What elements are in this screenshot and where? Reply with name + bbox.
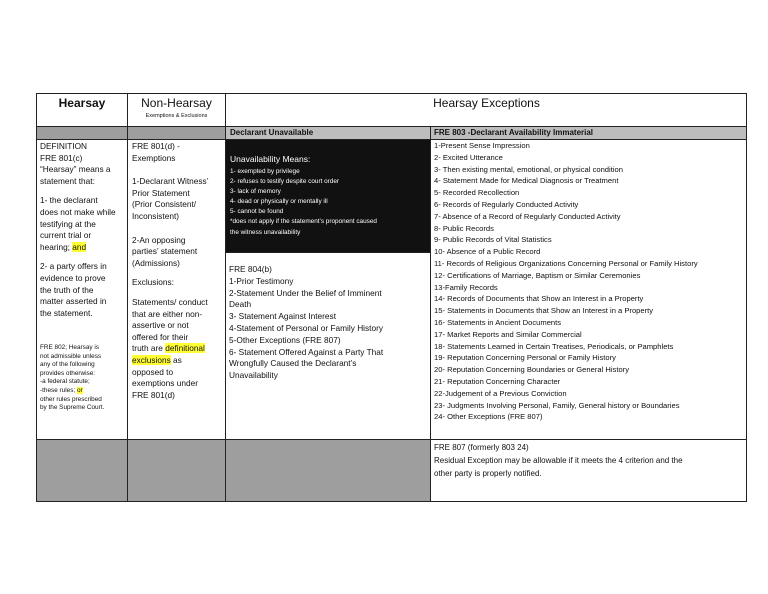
unavailability-item: the witness unavailability	[230, 228, 301, 236]
fre804-item: 4-Statement of Personal or Family History	[229, 322, 384, 333]
unavailability-item: 5- cannot be found	[230, 208, 284, 216]
fre803-item: 15- Statements in Documents that Show an Interest in a Property	[434, 306, 654, 316]
header-non-hearsay	[128, 96, 225, 119]
fre802-line: FRE 802; Hearsay is	[40, 344, 99, 351]
fre803-item: 14- Records of Documents that Show an Interest in a Property	[434, 294, 644, 304]
unavailability-title: Unavailability Means:	[230, 154, 311, 164]
fre803-item: 17- Market Reports and Similar Commercial	[434, 329, 582, 339]
fre804-item: 2-Statement Under the Belief of Imminent	[229, 287, 382, 298]
hearsay-line: matter asserted in	[40, 296, 107, 307]
nonhearsay-line: Exclusions:	[132, 277, 174, 288]
bottom-hearsay-empty	[37, 440, 127, 501]
nonhearsay-line-definitional	[132, 343, 224, 355]
header-hearsay-text: Hearsay	[58, 96, 106, 110]
fre803-item: 24- Other Exceptions (FRE 807)	[434, 412, 543, 422]
fre807-line: other party is properly notified.	[434, 469, 542, 478]
hearsay-line: DEFINITION	[40, 141, 88, 151]
fre802-line: other rules prescribed	[40, 395, 102, 403]
unavailability-item: 3- lack of memory	[230, 188, 281, 196]
nonhearsay-line: FRE 801(d) -	[132, 141, 180, 151]
fre804-item: 5-Other Exceptions (FRE 807)	[229, 334, 341, 345]
fre803-item: 7- Absence of a Record of Regularly Conducted Activity	[434, 211, 621, 221]
nonhearsay-line: 2-An opposing	[132, 234, 186, 245]
fre803-list	[434, 140, 746, 423]
header-exceptions	[226, 96, 747, 110]
hearsay-line: current trial or	[40, 230, 92, 241]
header-exceptions-text: Hearsay Exceptions	[433, 96, 540, 110]
nonhearsay-line: FRE 801(d)	[132, 389, 175, 400]
hearsay-line: 2- a party offers in	[40, 261, 107, 272]
nonhearsay-line: Prior Statement	[132, 187, 190, 198]
nonhearsay-line: parties’ statement	[132, 246, 198, 257]
header-hearsay	[37, 96, 127, 110]
hearsay-line: statement that:	[40, 175, 95, 186]
fre807-line: Residual Exception may be allowable if it meets the 4 criterion and the	[434, 456, 683, 465]
nonhearsay-line: Inconsistent)	[132, 210, 180, 221]
nonhearsay-line: offered for their	[132, 331, 189, 342]
fre804-section	[229, 264, 429, 382]
highlight-definitional: definitional	[165, 343, 205, 354]
nonhearsay-line: assertive or not	[132, 320, 189, 331]
fre802-line: provides otherwise:	[40, 369, 96, 377]
fre803-item: 9- Public Records of Vital Statistics	[434, 235, 552, 245]
row-divider-unavail	[226, 252, 430, 253]
unavailability-item: 2- refuses to testify despite court order	[230, 178, 340, 186]
unavailability-item: *does not apply if the statement’s proponent caused	[230, 218, 377, 226]
unavailability-item: 4- dead or physically or mentally ill	[230, 198, 328, 206]
subheader-hearsay-empty	[37, 127, 127, 139]
fre803-item: 20- Reputation Concerning Boundaries or General History	[434, 365, 630, 375]
nonhearsay-text: as	[170, 354, 182, 365]
fre803-item: 19- Reputation Concerning Personal or Family History	[434, 353, 616, 363]
fre803-item: 13-Family Records	[434, 282, 498, 292]
fre802-line: any of the following	[40, 361, 95, 369]
fre803-item: 22-Judgement of a Previous Conviction	[434, 388, 567, 398]
nonhearsay-line: Statements/ conduct	[132, 296, 208, 307]
hearsay-line: the truth of the	[40, 284, 94, 295]
fre803-item: 2- Excited Utterance	[434, 152, 503, 162]
fre804-item: 6- Statement Offered Against a Party That	[229, 346, 384, 357]
nonhearsay-line-exclusions	[132, 355, 224, 367]
hearsay-line: 1- the declarant	[40, 195, 98, 206]
nonhearsay-line: Exemptions	[132, 152, 176, 163]
fre803-item: 10- Absence of a Public Record	[434, 247, 541, 257]
fre803-item: 11- Records of Religious Organizations Concerning Personal or Family History	[434, 258, 698, 268]
fre804-item: Unavailability	[229, 370, 278, 381]
bottom-unavailable-empty	[226, 440, 430, 501]
unavailability-list	[230, 167, 377, 238]
bottom-nonhearsay-empty	[128, 440, 225, 501]
unavailability-item: 1- exempted by privilege	[230, 168, 300, 175]
fre802-line: -a federal statute;	[40, 378, 90, 386]
fre803-item: 12- Certifications of Marriage, Baptism or Similar Ceremonies	[434, 270, 641, 280]
col-divider-3	[430, 126, 431, 502]
subheader-declarant-unavailable	[226, 127, 430, 139]
fre802-text: -these rules;	[40, 386, 77, 394]
nonhearsay-exemptions	[132, 141, 224, 401]
fre803-item: 1-Present Sense Impression	[434, 141, 530, 150]
fre803-item: 18- Statements Learned in Certain Treatises, Periodicals, or Pamphlets	[434, 341, 674, 351]
subheader-declarant-immaterial-text: FRE 803 -Declarant Availability Immaterial	[434, 128, 594, 137]
header-non-hearsay-text: Non-Hearsay	[141, 96, 212, 110]
nonhearsay-line: that are either non-	[132, 308, 203, 319]
hearsay-definition	[40, 141, 126, 319]
nonhearsay-line: (Admissions)	[132, 257, 180, 268]
fre804-list	[229, 276, 429, 382]
header-non-hearsay-sub: Exemptions & Exclusions	[145, 113, 208, 119]
fre802-note	[40, 344, 126, 413]
fre803-item: 6- Records of Regularly Conducted Activity	[434, 199, 579, 209]
fre804-item: 3- Statement Against Interest	[229, 311, 336, 322]
fre803-item: 3- Then existing mental, emotional, or physical condition	[434, 164, 623, 174]
fre807-section	[434, 441, 746, 480]
fre803-item: 23- Judgments Involving Personal, Family, General history or Boundaries	[434, 400, 680, 410]
hearsay-line: the statement.	[40, 307, 93, 318]
subheader-declarant-unavailable-text: Declarant Unavailable	[230, 128, 314, 137]
hearsay-line: does not make while	[40, 206, 116, 217]
subheader-nonhearsay-empty	[128, 127, 225, 139]
hearsay-line: “Hearsay” means a	[40, 164, 111, 175]
fre803-item: 21- Reputation Concerning Character	[434, 376, 561, 386]
fre804-item: Wrongfully Caused the Declarant’s	[229, 358, 357, 369]
nonhearsay-text: truth are	[132, 343, 166, 354]
nonhearsay-line: 1-Declarant Witness’	[132, 176, 209, 187]
highlight-or: or	[76, 386, 83, 394]
fre803-item: 4- Statement Made for Medical Diagnosis or Treatment	[434, 176, 619, 186]
hearsay-line: FRE 801(c)	[40, 152, 83, 163]
fre807-title: FRE 807 (formerly 803 24)	[434, 443, 529, 452]
fre804-item: Death	[229, 299, 252, 310]
fre802-line: by the Supreme Court.	[40, 404, 105, 412]
fre803-item: 16- Statements in Ancient Documents	[434, 317, 562, 327]
hearsay-text: hearing;	[40, 241, 73, 252]
fre803-item: 5- Recorded Recollection	[434, 188, 520, 198]
nonhearsay-line: (Prior Consistent/	[132, 199, 197, 210]
fre802-line: not admissible unless	[40, 352, 102, 360]
hearsay-line: testifying at the	[40, 218, 96, 229]
highlight-and: and	[72, 241, 87, 252]
unavailability-box	[226, 140, 430, 252]
fre803-item: 8- Public Records	[434, 223, 494, 233]
nonhearsay-line: opposed to	[132, 366, 174, 377]
fre804-title: FRE 804(b)	[229, 264, 272, 274]
fre804-item: 1-Prior Testimony	[229, 275, 294, 286]
fre802-line-or	[40, 387, 126, 396]
nonhearsay-line: exemptions under	[132, 378, 198, 389]
hearsay-line: evidence to prove	[40, 272, 106, 283]
highlight-exclusions: exclusions	[132, 354, 171, 365]
hearsay-line-and	[40, 242, 126, 254]
subheader-declarant-immaterial	[431, 127, 746, 139]
